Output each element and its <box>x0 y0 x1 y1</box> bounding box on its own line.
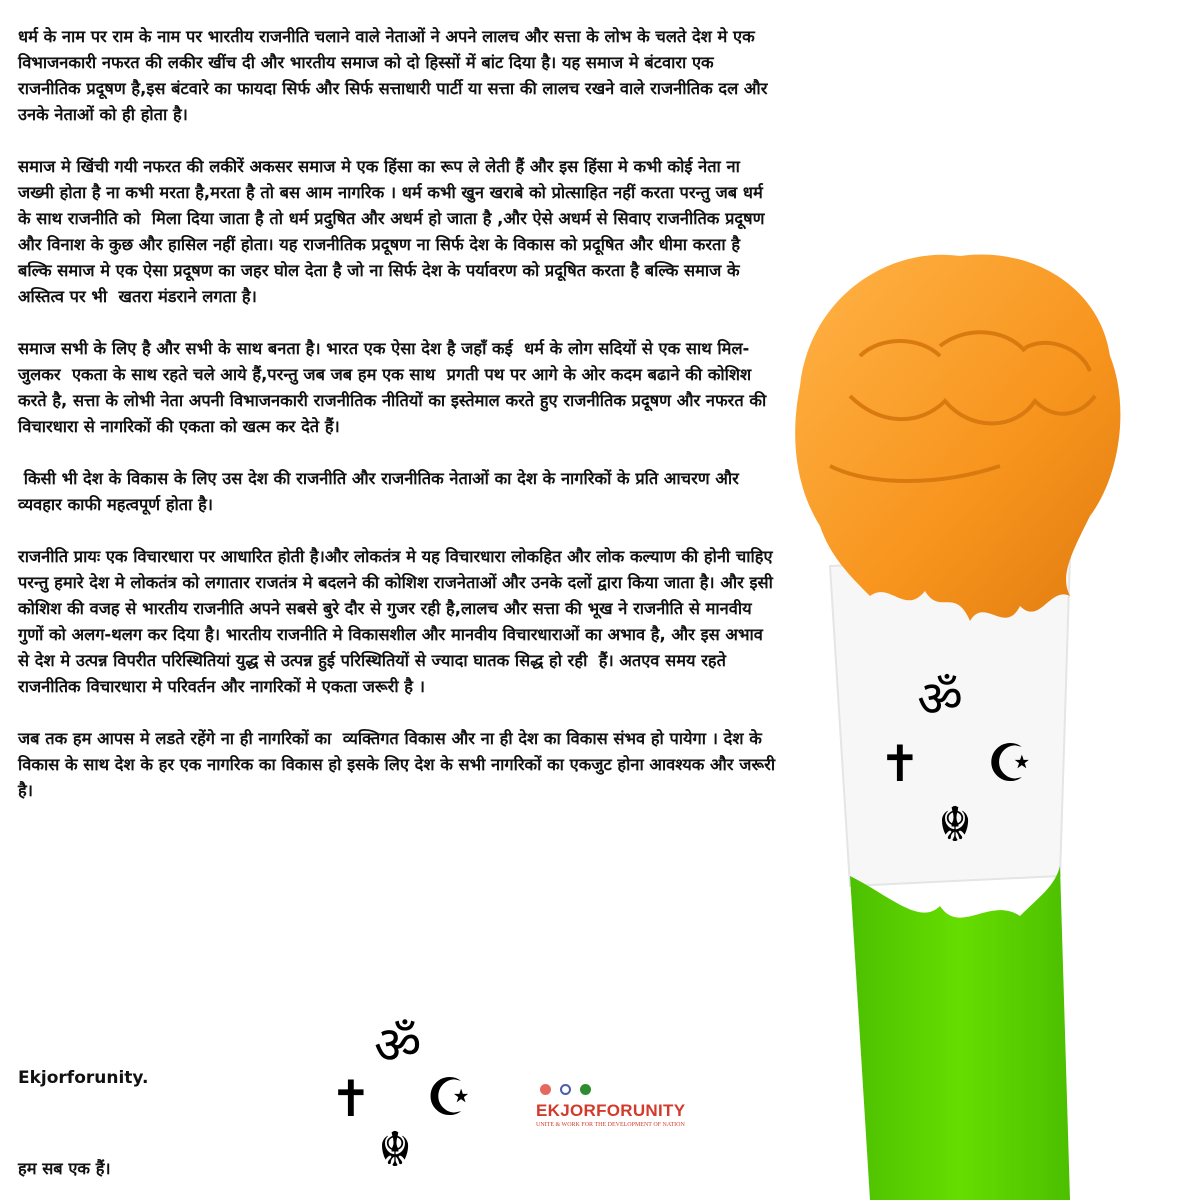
crescent-star-icon: ☪ <box>426 1068 473 1128</box>
logo-dot-red <box>540 1084 551 1095</box>
om-icon: ॐ <box>374 1016 422 1076</box>
closing-line: हम सब एक हैं। <box>18 1159 111 1178</box>
om-icon: ॐ <box>917 670 963 728</box>
logo-dot-green <box>580 1084 591 1095</box>
logo-tagline: UNITE & WORK FOR THE DEVELOPMENT OF NATION <box>536 1122 685 1128</box>
khanda-icon: ☬ <box>937 797 973 853</box>
khanda-icon: ☬ <box>378 1122 413 1178</box>
logo-name: EKJORFORUNITY <box>536 1101 686 1120</box>
paragraph-3: समाज सभी के लिए है और सभी के साथ बनता है। भारत एक ऐसा देश है जहाँ कई धर्म के लोग सदियों से एक साथ मिल-जुलकर एकता के साथ रहते चले आये हैं,परन्तु जब जब हम एक साथ प्रगती पथ पर आगे के ओर कदम बढाने की कोशिश करते है, सत्ता के लोभी नेता अपनी विभाजनकारी राजनीतिक नीतियों का इस्तेमाल करते हुए राजनीतिक प्रदूषण और नफरत की विचारधारा से नागरिकों की एकता को खत्म कर देते हैं। <box>18 339 772 436</box>
signature: Ekjorforunity. <box>18 1068 149 1088</box>
religious-symbols <box>326 1016 506 1190</box>
brand-logo <box>536 1084 716 1144</box>
crescent-star-icon: ☪ <box>986 734 1034 794</box>
paragraph-1: धर्म के नाम पर राम के नाम पर भारतीय राजनीति चलाने वाले नेताओं ने अपने लालच और सत्ता के लोभ के चलते देश मे एक विभाजनकारी नफरत की लकीर खींच दी और भारतीय समाज को दो हिस्सों में बांट दिया है। यह समाज मे बंटवारा एक राजनीतिक प्रदूषण है,इस बंटवारे का फायदा सिर्फ और सिर्फ सत्ताधारी पार्टी या सत्ता की लालच रखने वाले राजनीतिक दल और उनके नेताओं को ही होता है। <box>18 27 774 124</box>
cross-icon: ✝ <box>879 735 921 793</box>
paragraph-6: जब तक हम आपस मे लडते रहेंगे ना ही नागरिकों का व्यक्तिगत विकास और ना ही देश का विकास संभव हो पायेगा । देश के विकास के साथ देश के हर एक नागरिक का विकास हो इसके लिए देश के सभी नागरिकों का एकजुट होना आवश्यक और जरूरी है। <box>18 729 781 800</box>
logo-dots <box>540 1084 716 1095</box>
paragraph-2: समाज मे खिंची गयी नफरत की लकीरें अकसर समाज मे एक हिंसा का रूप ले लेती हैं और इस हिंसा मे कभी कोई नेता ना जख्मी होता है ना कभी मरता है,मरता है तो बस आम नागरिक । धर्म कभी खुन खराबे को प्रोत्साहित नहीं करता परन्तु जब धर्म के साथ राजनीति को मिला दिया जाता है तो धर्म प्रदुषित और अधर्म हो जाता है ,और ऐसे अधर्म से सिवाए राजनीतिक प्रदूषण और विनाश के कुछ और हासिल नहीं होता। यह राजनीतिक प्रदूषण ना सिर्फ देश के विकास को प्रदूषित और धीमा करता है बल्कि समाज मे एक ऐसा प्रदूषण का जहर घोल देता है जो ना सिर्फ देश के पर्यावरण को प्रदूषित करता है बल्कि समाज के अस्तित्व पर भी खतरा मंडराने लगता है। <box>18 157 771 306</box>
logo-dot-chakra <box>560 1084 571 1095</box>
article-body <box>18 24 781 830</box>
paragraph-5: राजनीति प्रायः एक विचारधारा पर आधारित होती है।और लोकतंत्र मे यह विचारधारा लोकहित और लोक कल्याण की होनी चाहिए परन्तु हमारे देश मे लोकतंत्र को लगातार राजतंत्र मे बदलने की कोशिश राजनेताओं और उनके दलों द्वारा किया जाता है। और इसी कोशिश की वजह से भारतीय राजनीति अपने सबसे बुरे दौर से गुजर रही है,लालच और सत्ता की भूख ने राजनीति से मानवीय गुणों को अलग-थलग कर दिया है। भारतीय राजनीति मे विकासशील और मानवीय विचारधाराओं का अभाव है, और इस अभाव से देश मे उत्पन्न विपरीत परिस्थितियां युद्ध से उत्पन्न हुई परिस्थितियों से ज्यादा घातक सिद्ध हो रही हैं। अतएव समय रहते राजनीतिक विचारधारा मे परिवर्तन और नागरिकों मे एकता जरूरी है । <box>18 547 779 696</box>
raised-fist-icon <box>770 236 1150 1200</box>
paragraph-4: किसी भी देश के विकास के लिए उस देश की राजनीति और राजनीतिक नेताओं का देश के नागरिकों के प्रति आचरण और व्यवहार काफी महत्वपूर्ण होता है। <box>18 469 745 514</box>
cross-icon: ✝ <box>330 1070 372 1128</box>
